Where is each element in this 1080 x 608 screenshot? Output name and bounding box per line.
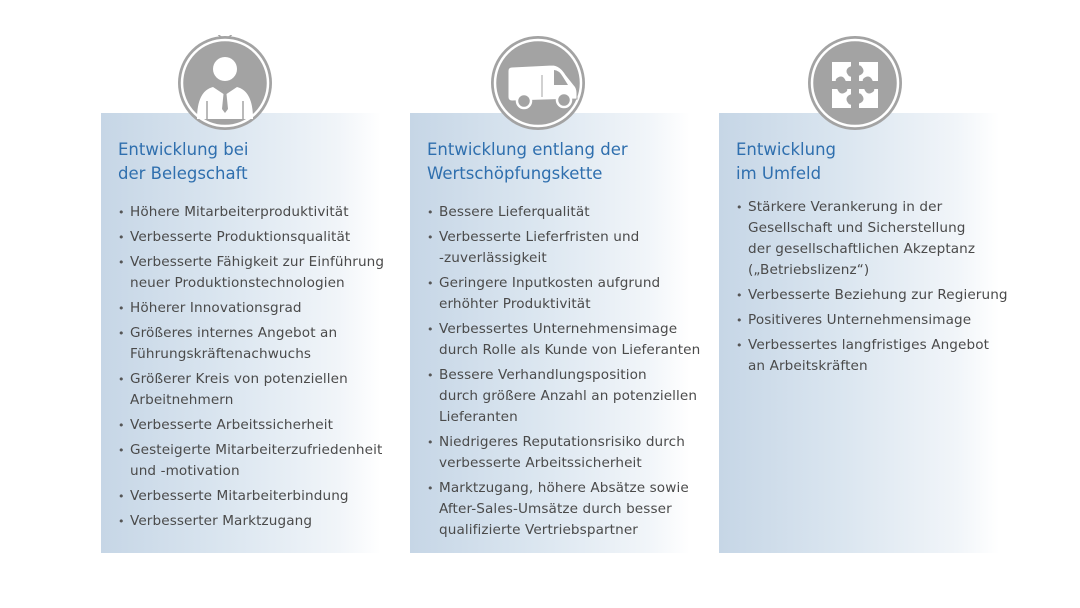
list-item-text: • Geringere Inputkosten aufgrund xyxy=(439,275,661,291)
list-item xyxy=(118,252,385,294)
list-item-text: • Verbesserte Beziehung zur Regierung xyxy=(748,287,1008,303)
list-item-text: • Verbesserte Arbeitssicherheit xyxy=(130,417,334,433)
list-item-text: an Arbeitskräften xyxy=(748,358,868,374)
list-item xyxy=(736,197,998,281)
puzzle-icon xyxy=(807,35,903,131)
list-item-text: • Verbessertes langfristiges Angebot xyxy=(748,337,990,353)
benefit-list xyxy=(118,202,385,536)
list-item xyxy=(427,319,701,361)
benefit-list xyxy=(736,197,1008,381)
list-item-text: („Betriebslizenz“) xyxy=(748,262,870,278)
list-item-text: erhöhter Produktivität xyxy=(439,296,591,312)
list-item-text: • Verbesserte Mitarbeiterbindung xyxy=(130,488,349,504)
list-item-text: • Verbesserte Produktionsqualität xyxy=(130,229,351,245)
list-item xyxy=(736,285,1008,306)
list-item-text: • Größeres internes Angebot an xyxy=(130,325,338,341)
list-item-text: Gesellschaft und Sicherstellung xyxy=(748,220,966,236)
list-item xyxy=(118,323,380,365)
list-item xyxy=(736,310,998,331)
column-title: Entwicklung im Umfeld xyxy=(736,140,837,183)
list-item-text: verbesserte Arbeitssicherheit xyxy=(439,455,642,471)
list-item xyxy=(118,369,380,411)
list-item-text: • Stärkere Verankerung in der xyxy=(748,199,943,215)
list-item xyxy=(118,440,383,482)
list-item xyxy=(427,365,698,428)
list-item-text: -zuverlässigkeit xyxy=(439,250,547,266)
list-item xyxy=(118,511,380,532)
list-item-text: Führungskräftenachwuchs xyxy=(130,346,312,362)
list-item-text: durch Rolle als Kunde von Lieferanten xyxy=(439,342,701,358)
list-item-text: • Verbessertes Unternehmensimage xyxy=(439,321,678,337)
list-item xyxy=(427,432,689,474)
list-item xyxy=(118,202,380,223)
list-item-text: • Niedrigeres Reputationsrisiko durch xyxy=(439,434,685,450)
list-item-text: neuer Produktionstechnologien xyxy=(130,275,345,291)
list-item xyxy=(118,415,380,436)
list-item-text: und -motivation xyxy=(130,463,240,479)
list-item-text: der gesellschaftlichen Akzeptanz xyxy=(748,241,976,257)
list-item-text: • Verbesserte Fähigkeit zur Einführung xyxy=(130,254,385,270)
list-item-text: durch größere Anzahl an potenziellen xyxy=(439,388,698,404)
list-item xyxy=(427,227,689,269)
column-title: Entwicklung entlang der Wertschöpfungskette xyxy=(427,140,628,183)
businessman-lightbulb-icon xyxy=(177,35,273,131)
list-item-text: • Höhere Mitarbeiterproduktivität xyxy=(130,204,349,220)
list-item xyxy=(427,273,689,315)
list-item-text: • Größerer Kreis von potenziellen xyxy=(130,371,348,387)
list-item-text: Arbeitnehmern xyxy=(130,392,234,408)
list-item-text: After-Sales-Umsätze durch besser xyxy=(439,501,672,517)
list-item-text: • Höherer Innovationsgrad xyxy=(130,300,302,316)
list-item xyxy=(427,202,689,223)
benefit-list xyxy=(427,202,701,545)
list-item-text: • Gesteigerte Mitarbeiterzufriedenheit xyxy=(130,442,383,458)
delivery-van-icon xyxy=(490,35,586,131)
list-item xyxy=(118,486,380,507)
column-title: Entwicklung bei der Belegschaft xyxy=(118,140,249,183)
list-item-text: • Bessere Verhandlungsposition xyxy=(439,367,647,383)
list-item xyxy=(736,335,998,377)
list-item-text: qualifizierte Vertriebspartner xyxy=(439,522,638,538)
list-item xyxy=(118,298,380,319)
list-item xyxy=(118,227,380,248)
list-item xyxy=(427,478,689,541)
list-item-text: • Verbesserter Marktzugang xyxy=(130,513,313,529)
list-item-text: • Marktzugang, höhere Absätze sowie xyxy=(439,480,689,496)
list-item-text: • Positiveres Unternehmensimage xyxy=(748,312,972,328)
list-item-text: Lieferanten xyxy=(439,409,518,425)
list-item-text: • Bessere Lieferqualität xyxy=(439,204,590,220)
list-item-text: • Verbesserte Lieferfristen und xyxy=(439,229,640,245)
